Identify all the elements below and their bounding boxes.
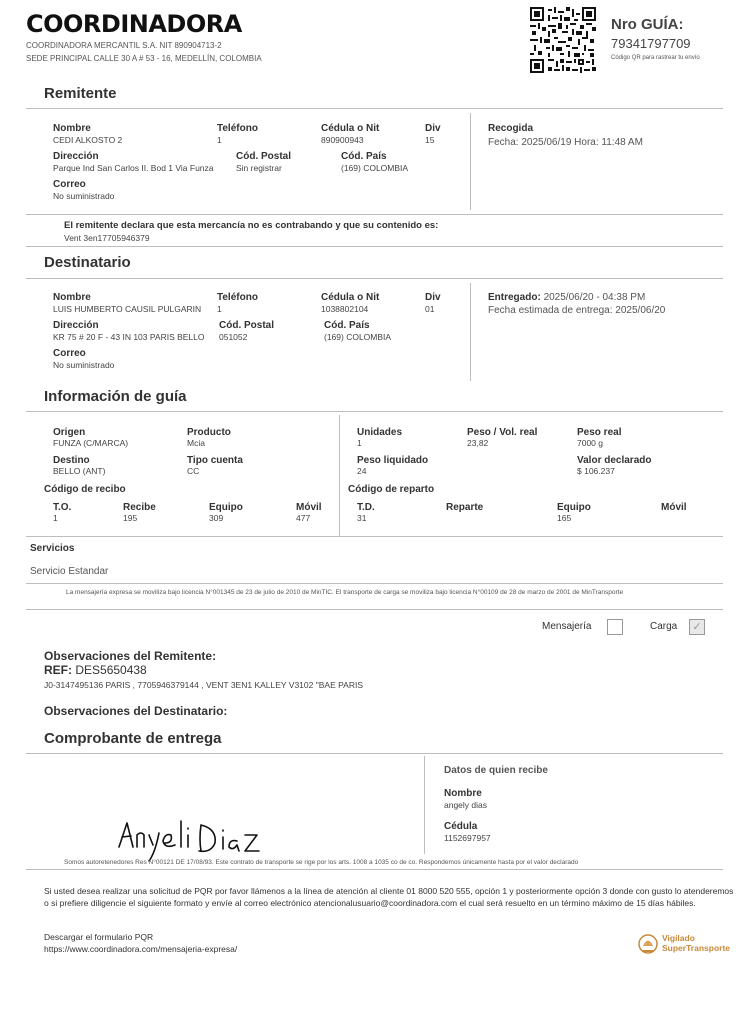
cedula-label: Cédula o Nit bbox=[321, 292, 380, 303]
remitente-telefono: 1 bbox=[217, 135, 222, 145]
check-icon: ✓ bbox=[692, 621, 702, 633]
equipo-label: Equipo bbox=[557, 502, 591, 513]
correo-label: Correo bbox=[53, 179, 86, 190]
remitente-div: 15 bbox=[425, 135, 435, 145]
tipo-cuenta-label: Tipo cuenta bbox=[187, 455, 243, 466]
recibe-value: 195 bbox=[123, 513, 138, 523]
ref-line bbox=[44, 663, 147, 677]
divider bbox=[26, 214, 723, 215]
divider bbox=[470, 283, 471, 381]
equipo-label: Equipo bbox=[209, 502, 243, 513]
telefono-label: Teléfono bbox=[217, 123, 258, 134]
movil-value: 477 bbox=[296, 513, 311, 523]
pais-label: Cód. País bbox=[324, 320, 370, 331]
div-label: Div bbox=[425, 123, 441, 134]
remitente-correo: No suministrado bbox=[53, 191, 115, 201]
logo-text: COORDINADORA bbox=[26, 10, 242, 38]
peso-liquidado-value: 24 bbox=[357, 466, 367, 476]
company-logo bbox=[26, 10, 242, 38]
td-label: T.D. bbox=[357, 502, 375, 513]
carga-checkbox[interactable] bbox=[689, 619, 705, 635]
divider bbox=[26, 536, 723, 537]
remitente-title: Remitente bbox=[44, 85, 117, 102]
peso-vol-label: Peso / Vol. real bbox=[467, 427, 538, 438]
origen-label: Origen bbox=[53, 427, 86, 438]
datos-recibe-title: Datos de quien recibe bbox=[444, 765, 548, 776]
nombre-label: Nombre bbox=[444, 788, 482, 799]
producto-value: Mcia bbox=[187, 438, 205, 448]
servicios-title: Servicios bbox=[30, 543, 75, 554]
divider bbox=[26, 609, 723, 610]
mensajeria-checkbox[interactable] bbox=[607, 619, 623, 635]
valor-declarado-label: Valor declarado bbox=[577, 455, 652, 466]
unidades-value: 1 bbox=[357, 438, 362, 448]
recogida-fecha: Fecha: 2025/06/19 Hora: 11:48 AM bbox=[488, 137, 643, 148]
declaracion-text: El remitente declara que esta mercancía no es contrabando y que su contenido es: bbox=[64, 220, 439, 231]
ref-label: REF: bbox=[44, 663, 72, 677]
servicio-value: Servicio Estandar bbox=[30, 566, 109, 577]
correo-label: Correo bbox=[53, 348, 86, 359]
remitente-direccion: Parque Ind San Carlos II. Bod 1 Via Funza bbox=[53, 163, 214, 173]
mensajeria-label: Mensajería bbox=[542, 621, 592, 632]
postal-label: Cód. Postal bbox=[236, 151, 292, 162]
movil-label: Móvil bbox=[661, 502, 687, 513]
destinatario-correo: No suministrado bbox=[53, 360, 115, 370]
divider bbox=[470, 113, 471, 210]
guide-number: 79341797709 bbox=[611, 36, 691, 51]
recibe-label: Recibe bbox=[123, 502, 156, 513]
obs-remitente-title: Observaciones del Remitente: bbox=[44, 649, 217, 663]
divider bbox=[339, 415, 340, 536]
div-label: Div bbox=[425, 292, 441, 303]
entregado-label: Entregado: bbox=[488, 292, 541, 303]
producto-label: Producto bbox=[187, 427, 231, 438]
download-label: Descargar el formulario PQR bbox=[44, 932, 154, 942]
fecha-estimada: Fecha estimada de entrega: 2025/06/20 bbox=[488, 305, 666, 316]
comprobante-title: Comprobante de entrega bbox=[44, 730, 222, 747]
origen-value: FUNZA (C/MARCA) bbox=[53, 438, 129, 448]
destinatario-telefono: 1 bbox=[217, 304, 222, 314]
remitente-nombre: CEDI ALKOSTO 2 bbox=[53, 135, 123, 145]
supertransporte-icon bbox=[637, 931, 659, 957]
obs-detalle: J0-3147495136 PARIS , 7705946379144 , VENT 3EN1 KALLEY V3102 "BAE PARIS bbox=[44, 680, 363, 690]
peso-vol-value: 23,82 bbox=[467, 438, 489, 448]
movil-label: Móvil bbox=[296, 502, 322, 513]
equipo-value: 165 bbox=[557, 513, 572, 523]
contenido-text: Vent 3en17705946379 bbox=[64, 233, 150, 243]
valor-declarado-value: $ 106.237 bbox=[577, 466, 615, 476]
nombre-label: Nombre bbox=[53, 292, 91, 303]
remitente-cedula: 890900943 bbox=[321, 135, 364, 145]
destinatario-postal: 051052 bbox=[219, 332, 248, 342]
unidades-label: Unidades bbox=[357, 427, 403, 438]
nombre-label: Nombre bbox=[53, 123, 91, 134]
destinatario-div: 01 bbox=[425, 304, 435, 314]
divider bbox=[26, 869, 723, 870]
destinatario-direccion: KR 75 # 20 F - 43 IN 103 PARIS BELLO bbox=[53, 332, 205, 342]
entregado-value: 2025/06/20 - 04:38 PM bbox=[543, 292, 646, 303]
td-value: 31 bbox=[357, 513, 367, 523]
remitente-postal: Sin registrar bbox=[236, 163, 282, 173]
company-line: COORDINADORA MERCANTIL S.A. NIT 890904713-2 bbox=[26, 41, 222, 50]
guide-label: Nro GUÍA: bbox=[611, 16, 684, 33]
vigilado-logo bbox=[637, 931, 737, 957]
receptor-nombre: angely dias bbox=[444, 800, 488, 810]
destinatario-pais: (169) COLOMBIA bbox=[324, 332, 392, 342]
divider bbox=[26, 411, 723, 412]
destino-label: Destino bbox=[53, 455, 90, 466]
codigo-reparto-title: Código de reparto bbox=[348, 484, 435, 495]
peso-real-label: Peso real bbox=[577, 427, 622, 438]
destinatario-cedula: 1038802104 bbox=[321, 304, 369, 314]
receptor-cedula: 1152697957 bbox=[444, 833, 491, 843]
cedula-label: Cédula o Nit bbox=[321, 123, 380, 134]
divider bbox=[26, 108, 723, 109]
recogida-label: Recogida bbox=[488, 123, 534, 134]
supertransporte-text: SuperTransporte bbox=[662, 943, 731, 953]
qr-caption: Código QR para rastrear tu envío bbox=[611, 55, 700, 61]
pais-label: Cód. País bbox=[341, 151, 387, 162]
obs-destinatario-title: Observaciones del Destinatario: bbox=[44, 704, 228, 718]
direccion-label: Dirección bbox=[53, 320, 99, 331]
guia-title: Información de guía bbox=[44, 388, 187, 405]
direccion-label: Dirección bbox=[53, 151, 99, 162]
download-link[interactable]: https://www.coordinadora.com/mensajeria-expresa/ bbox=[44, 944, 238, 954]
remitente-pais: (169) COLOMBIA bbox=[341, 163, 409, 173]
divider bbox=[26, 246, 723, 247]
divider bbox=[26, 753, 723, 754]
equipo-value: 309 bbox=[209, 513, 224, 523]
to-label: T.O. bbox=[53, 502, 72, 513]
peso-real-value: 7000 g bbox=[577, 438, 603, 448]
to-value: 1 bbox=[53, 513, 58, 523]
cedula-label: Cédula bbox=[444, 821, 478, 832]
destinatario-nombre: LUIS HUMBERTO CAUSIL PULGARIN bbox=[53, 304, 202, 314]
destino-value: BELLO (ANT) bbox=[53, 466, 106, 476]
pqr-text: Si usted desea realizar una solicitud de PQR por favor llámenos a la línea de atención al cliente 01 8000 520 555, opción 1 y posteriormente opción 3 donde con gusto lo atenderemos o si prefiere diligencie el siguiente formato y envíe al correo electrónico atencionalusuario@coordinadora.com el cual será resuelto en un término máximo de 15 días hábiles. bbox=[44, 886, 734, 908]
postal-label: Cód. Postal bbox=[219, 320, 275, 331]
peso-liquidado-label: Peso liquidado bbox=[357, 455, 429, 466]
qr-code[interactable] bbox=[530, 7, 596, 73]
divider bbox=[424, 756, 425, 854]
address-line: SEDE PRINCIPAL CALLE 30 A # 53 - 16, MEDELLÍN, COLOMBIA bbox=[26, 54, 262, 63]
divider bbox=[26, 278, 723, 279]
divider bbox=[26, 583, 723, 584]
destinatario-title: Destinatario bbox=[44, 254, 131, 271]
ref-value: DES5650438 bbox=[75, 663, 147, 677]
reparte-label: Reparte bbox=[446, 502, 484, 513]
telefono-label: Teléfono bbox=[217, 292, 258, 303]
vigilado-text: Vigilado bbox=[662, 933, 695, 943]
carga-label: Carga bbox=[650, 621, 678, 632]
legal-text: Somos autoretenedores Res N°00121 DE 17/08/93. Este contrato de transporte se rige por los arts. 1008 a 1035 co de co. Respondemos únicamente hasta por el valor declarado bbox=[64, 859, 579, 866]
entregado-line bbox=[488, 292, 645, 303]
codigo-recibo-title: Código de recibo bbox=[44, 484, 126, 495]
licencia-text: La mensajería expresa se moviliza bajo licencia N°001345 de 23 de julio de 2010 de MinTIC. El transporte de carga se moviliza bajo licencia N°00109 de 28 de marzo de 2001 de MinTransporte bbox=[66, 589, 624, 596]
tipo-cuenta-value: CC bbox=[187, 466, 200, 476]
